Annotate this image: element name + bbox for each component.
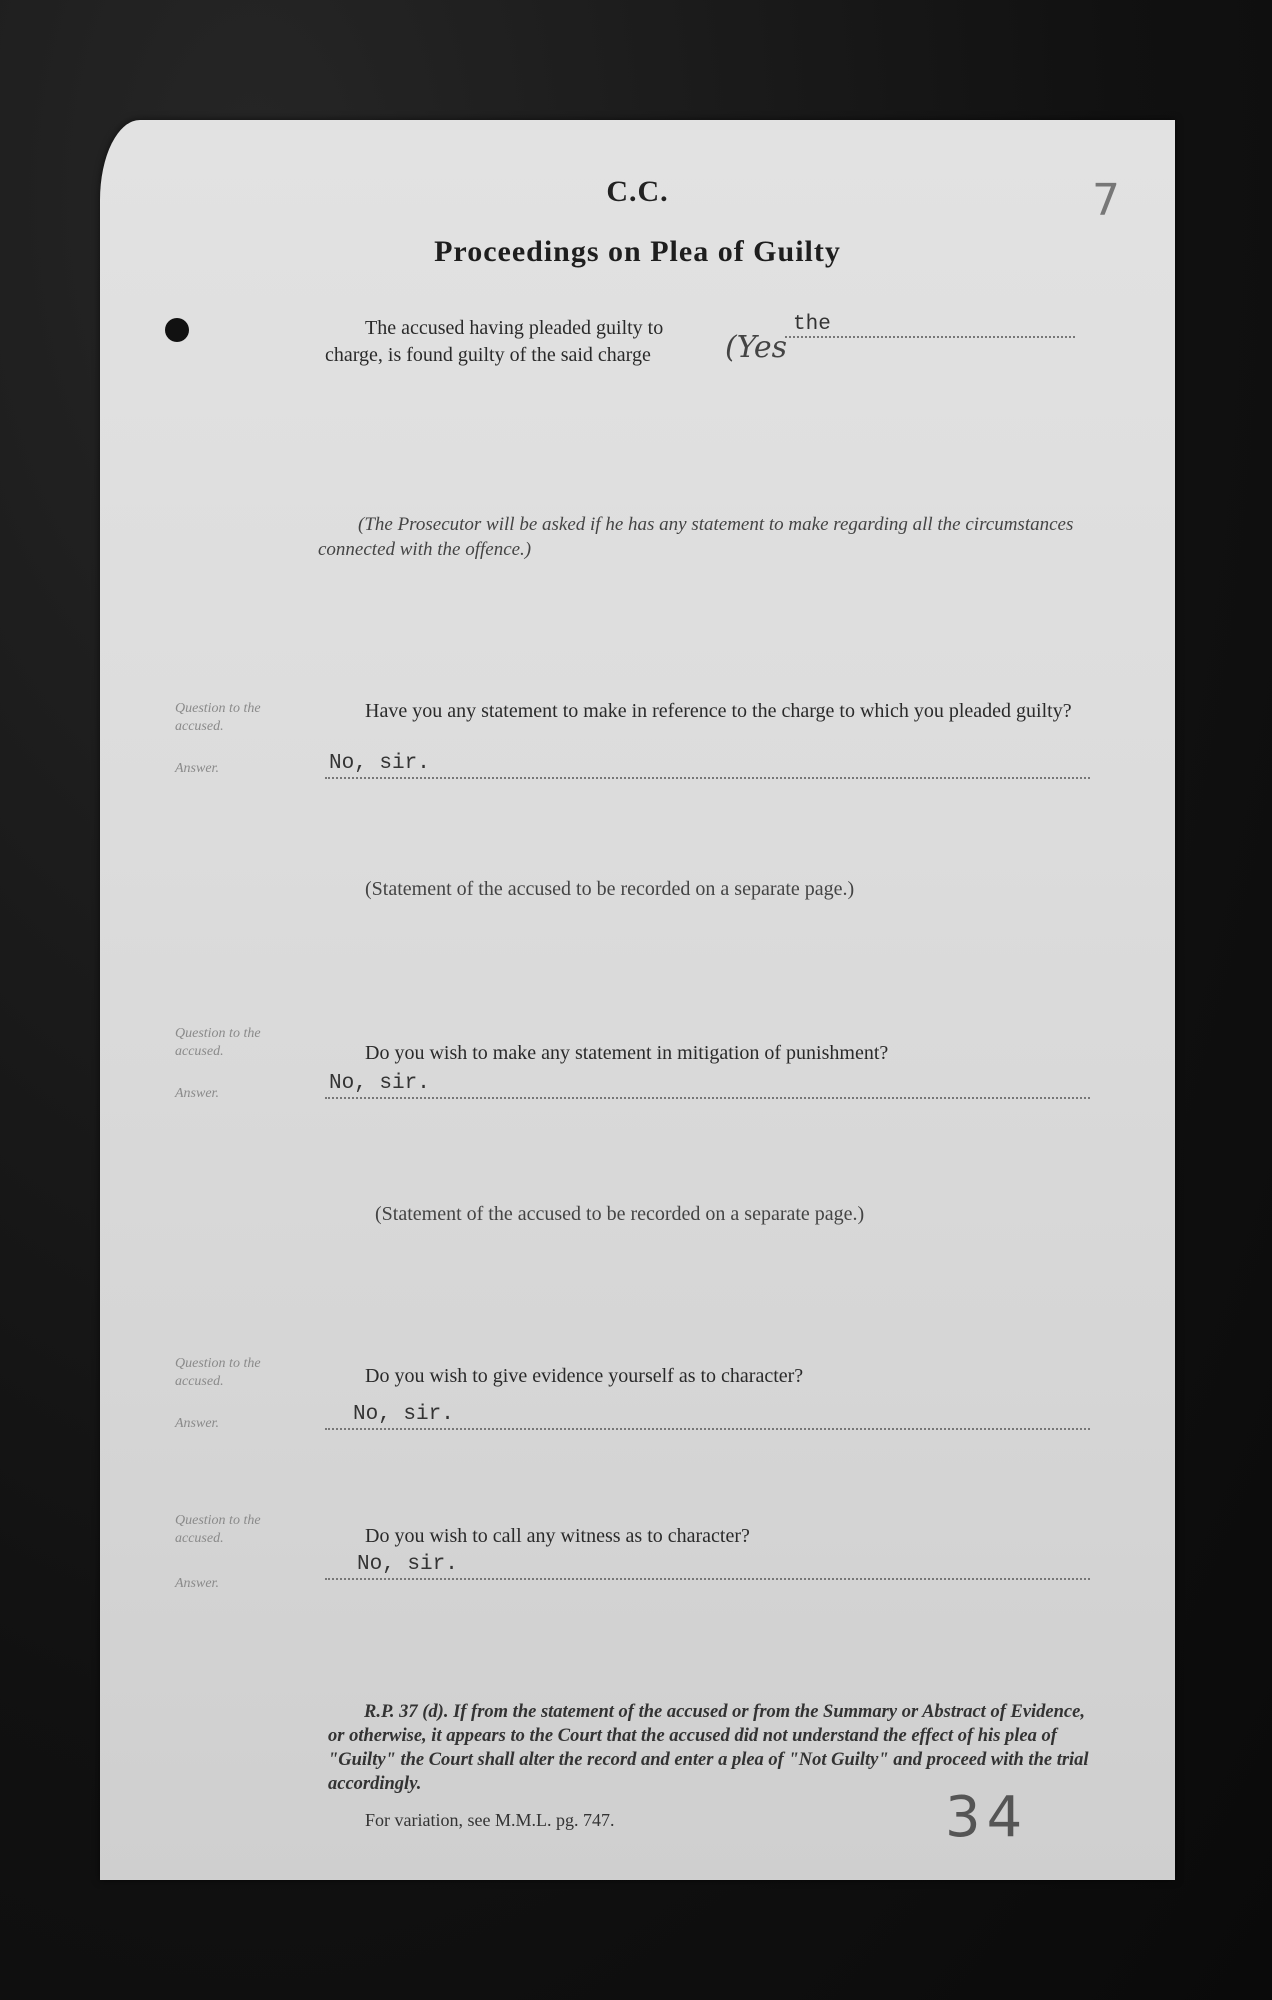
handwritten-yes: (Yes: [725, 330, 788, 365]
q4-text: Do you wish to call any witness as to character?: [365, 1525, 750, 1547]
rule-rp-37d: R.P. 37 (d). If from the statement of the accused or from the Summary or Abstract of Evidence, or otherwise, it appears to the Court that the accused did not understand the effect of his plea of "Guilty" the Court shall alter the record and enter a plea of "Not Guilty" and proceed with the trial accordingly.: [328, 1702, 1089, 1794]
q1-answer-line: [325, 752, 1090, 779]
q2-margin-answer: Answer.: [175, 1086, 219, 1101]
q3-text: Do you wish to give evidence yourself as to character?: [365, 1365, 804, 1387]
q3-margin-question: Question to the accused.: [175, 1356, 261, 1389]
q3-margin-answer: Answer.: [175, 1416, 219, 1431]
q2-text: Do you wish to make any statement in mitigation of punishment?: [365, 1042, 889, 1064]
prosecutor-note: (The Prosecutor will be asked if he has any statement to make regarding all the circumstances connected with the offence.): [318, 514, 1074, 560]
q1-margin-question: Question to the accused.: [175, 701, 261, 734]
plea-typed-text: the: [793, 313, 831, 336]
q2-answer: No, sir.: [329, 1072, 430, 1095]
plea-typed-fill: [785, 313, 1075, 338]
form-title: Proceedings on Plea of Guilty: [434, 235, 841, 268]
document-page: [100, 120, 1175, 1880]
q4-answer: No, sir.: [357, 1553, 458, 1576]
variation-note: For variation, see M.M.L. pg. 747.: [365, 1810, 615, 1830]
q2-answer-line: [325, 1072, 1090, 1099]
q1-margin-answer: Answer.: [175, 761, 219, 776]
q2-margin-question: Question to the accused.: [175, 1026, 261, 1059]
q1-text: Have you any statement to make in reference to the charge to which you pleaded guilty?: [365, 700, 1072, 722]
separate-page-note-1: (Statement of the accused to be recorded on a separate page.): [365, 878, 855, 900]
q4-margin-answer: Answer.: [175, 1576, 219, 1591]
q3-answer: No, sir.: [353, 1403, 454, 1426]
punch-hole: [165, 318, 189, 342]
separate-page-note-2: (Statement of the accused to be recorded on a separate page.): [375, 1203, 865, 1225]
form-code: C.C.: [606, 175, 669, 208]
page-number-mark: 7: [1092, 175, 1120, 226]
q4-margin-question: Question to the accused.: [175, 1513, 261, 1546]
plea-line-2: charge, is found guilty of the said charge: [325, 344, 651, 366]
q1-answer: No, sir.: [329, 752, 430, 775]
q4-answer-line: [325, 1553, 1090, 1580]
q3-answer-line: [325, 1403, 1090, 1430]
plea-line-1: The accused having pleaded guilty to: [365, 317, 664, 339]
handwritten-page-number: 34: [945, 1785, 1029, 1850]
